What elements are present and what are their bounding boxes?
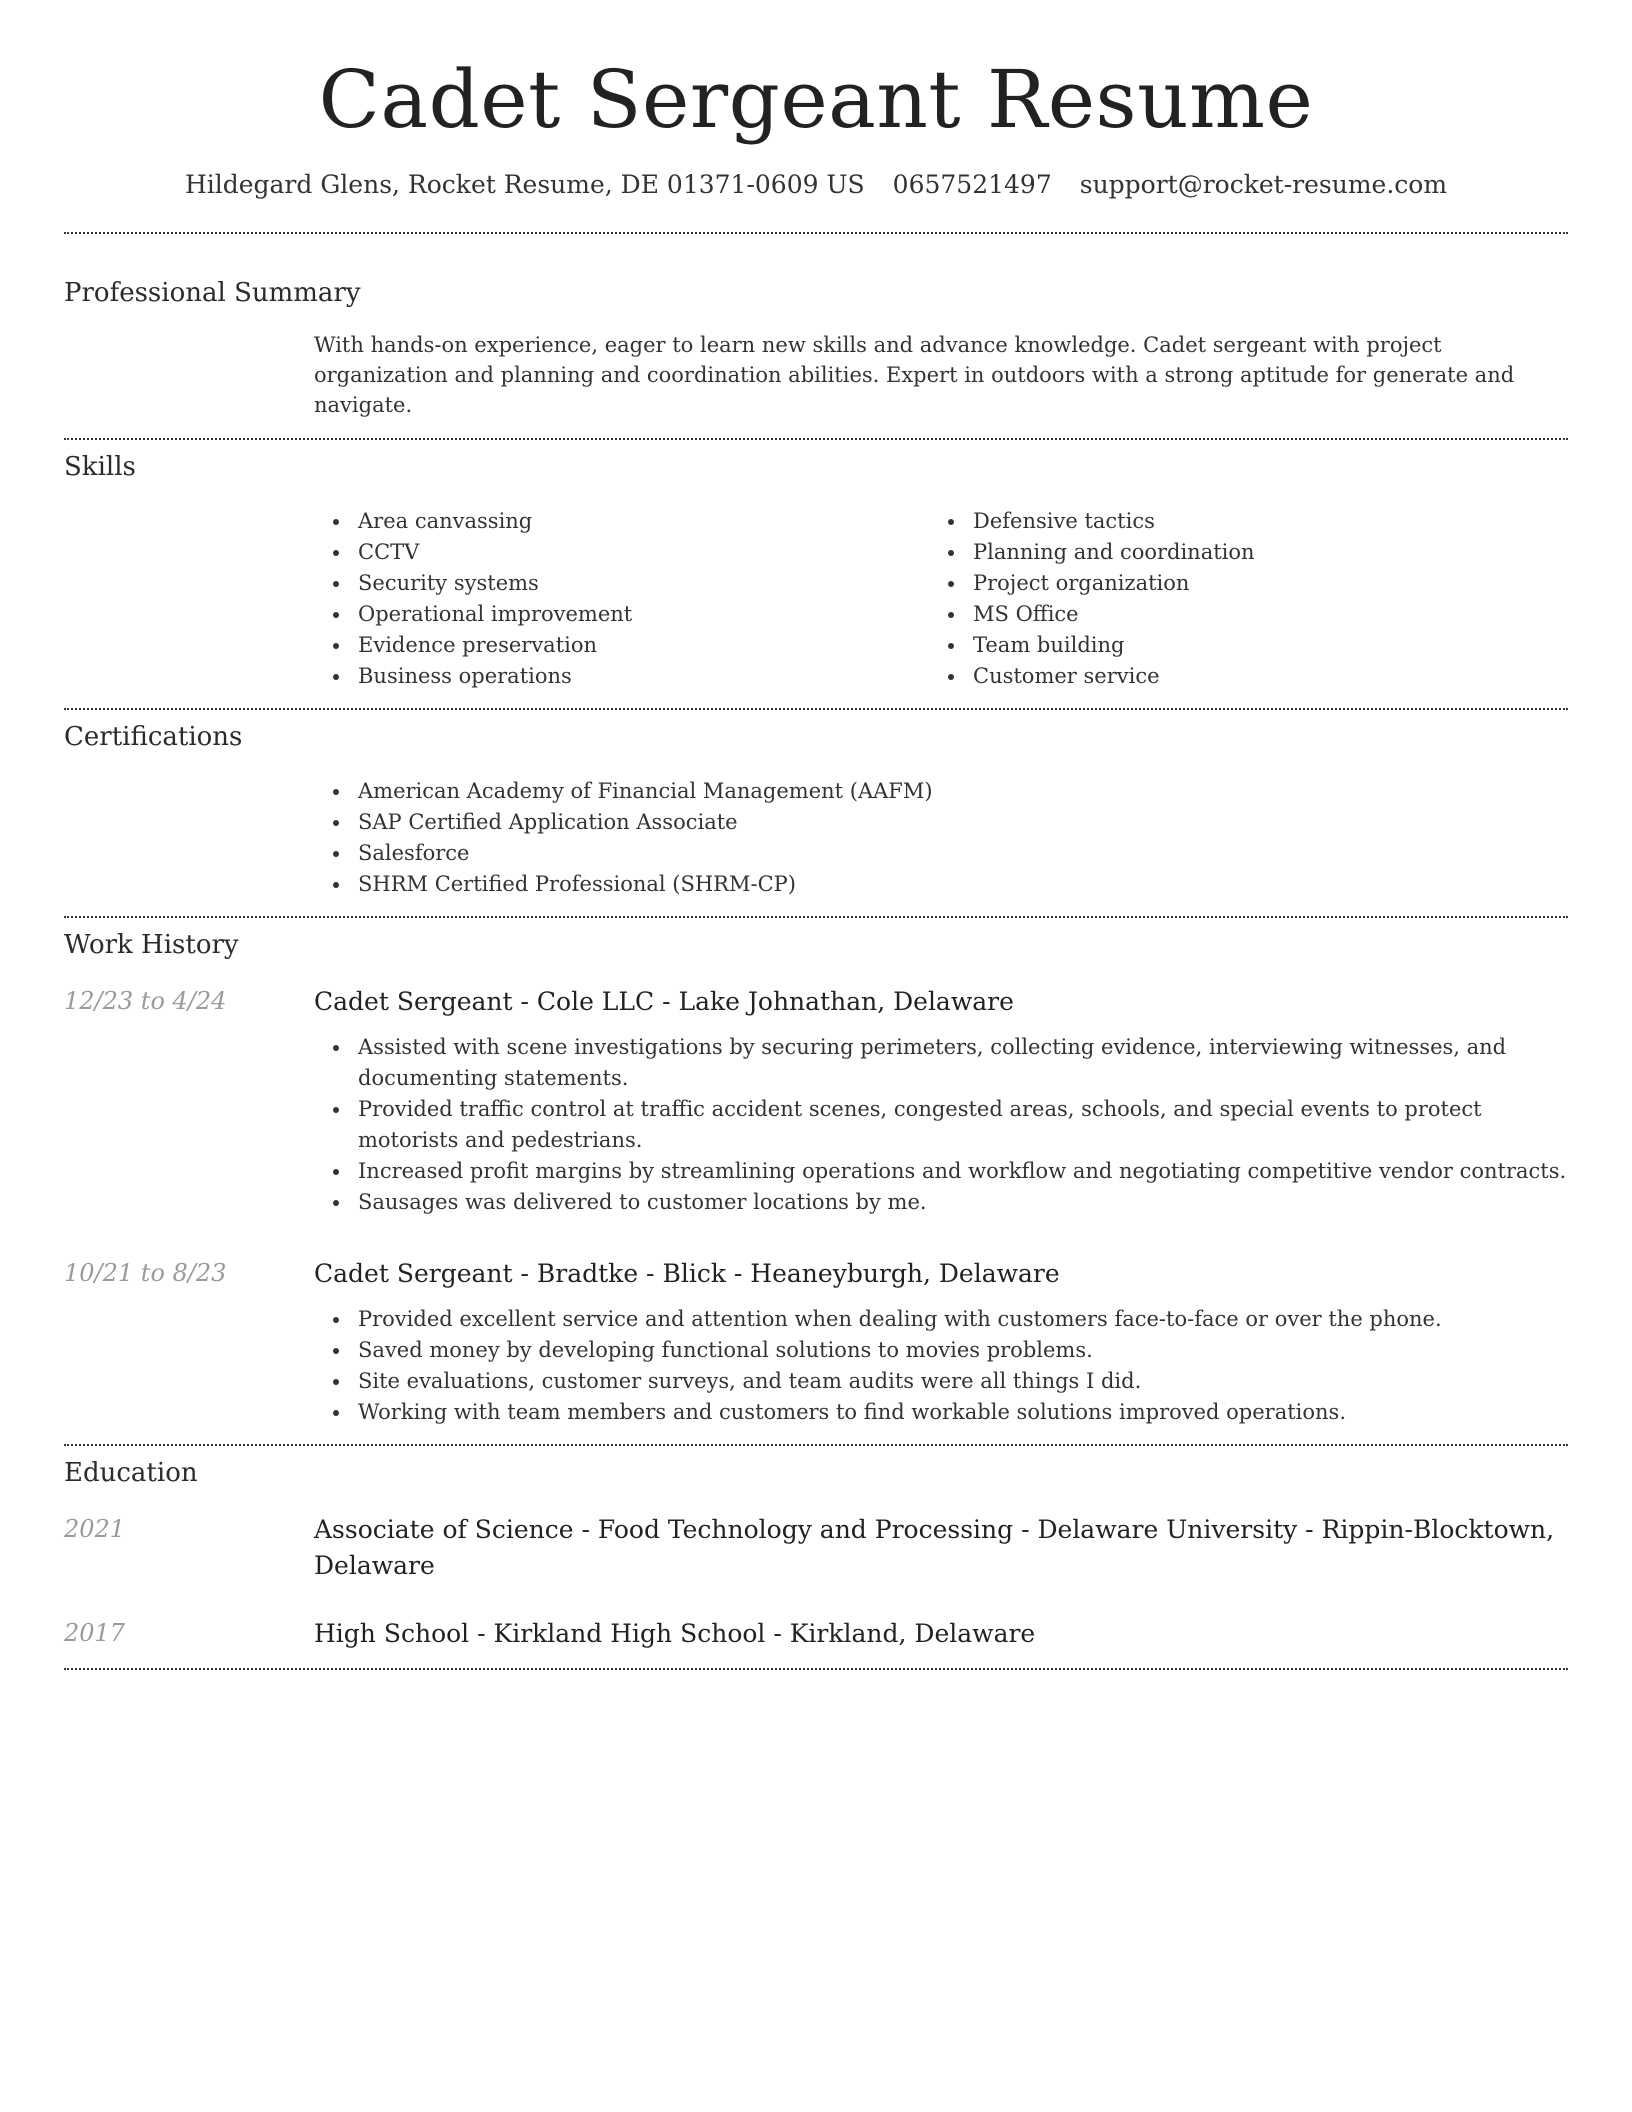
job-entry <box>64 1256 1568 1428</box>
skills-column-left <box>314 506 929 692</box>
contact-line <box>64 168 1568 202</box>
certifications-heading: Certifications <box>64 722 243 752</box>
skill-item: Planning and coordination <box>929 537 1544 568</box>
job-title: Cadet Sergeant - Bradtke - Blick - Heaneyburgh, Delaware <box>314 1259 1060 1288</box>
job-bullets <box>314 1032 1568 1218</box>
job-dates: 10/21 to 8/23 <box>64 1259 227 1287</box>
education-heading: Education <box>64 1458 198 1488</box>
divider <box>64 1668 1568 1670</box>
job-bullet: Assisted with scene investigations by securing perimeters, collecting evidence, interviewing witnesses, and documenting statements. <box>314 1032 1568 1094</box>
skill-item: Customer service <box>929 661 1544 692</box>
job-bullet: Provided excellent service and attention when dealing with customers face-to-face or over the phone. <box>314 1304 1568 1335</box>
skill-item: Business operations <box>314 661 929 692</box>
skills-section <box>64 440 1568 708</box>
summary-section <box>64 234 1568 438</box>
education-section <box>64 1446 1568 1668</box>
job-bullet: Sausages was delivered to customer locations by me. <box>314 1187 1568 1218</box>
skills-heading: Skills <box>64 452 136 482</box>
education-entry <box>64 1512 1568 1584</box>
education-year: 2017 <box>64 1619 126 1647</box>
summary-text: With hands-on experience, eager to learn new skills and advance knowledge. Cadet sergeant with project organization and planning and coordination abilities. Expert in outdoors with a strong aptitude for generate and navigate. <box>314 333 1515 417</box>
resume-title: Cadet Sergeant Resume <box>318 53 1314 146</box>
skill-item: Defensive tactics <box>929 506 1544 537</box>
skill-item: Operational improvement <box>314 599 929 630</box>
skill-item: Area canvassing <box>314 506 929 537</box>
certifications-section <box>64 710 1568 916</box>
contact-email: support@rocket-resume.com <box>1079 170 1448 199</box>
certification-item: Salesforce <box>314 838 1568 869</box>
certification-item: SHRM Certified Professional (SHRM-CP) <box>314 869 1568 900</box>
skills-list <box>314 506 1568 692</box>
contact-address: Hildegard Glens, Rocket Resume, DE 01371-0609 US <box>184 170 865 199</box>
skill-item: Evidence preservation <box>314 630 929 661</box>
contact-phone: 0657521497 <box>892 170 1052 199</box>
education-title: Associate of Science - Food Technology and Processing - Delaware University - Rippin-Blocktown, Delaware <box>314 1515 1555 1580</box>
education-title: High School - Kirkland High School - Kirkland, Delaware <box>314 1619 1036 1648</box>
work-history-heading: Work History <box>64 930 239 960</box>
job-bullet: Saved money by developing functional solutions to movies problems. <box>314 1335 1568 1366</box>
certification-item: American Academy of Financial Management (AAFM) <box>314 776 1568 807</box>
job-title: Cadet Sergeant - Cole LLC - Lake Johnathan, Delaware <box>314 987 1014 1016</box>
skill-item: MS Office <box>929 599 1544 630</box>
summary-heading: Professional Summary <box>64 278 361 308</box>
job-entry <box>64 984 1568 1218</box>
work-history-section <box>64 918 1568 1444</box>
certification-item: SAP Certified Application Associate <box>314 807 1568 838</box>
skill-item: Team building <box>929 630 1544 661</box>
job-bullet: Provided traffic control at traffic accident scenes, congested areas, schools, and special events to protect motorists and pedestrians. <box>314 1094 1568 1156</box>
education-entry <box>64 1616 1568 1652</box>
education-year: 2021 <box>64 1515 126 1543</box>
skills-column-right <box>929 506 1544 692</box>
job-bullet: Site evaluations, customer surveys, and team audits were all things I did. <box>314 1366 1568 1397</box>
job-dates: 12/23 to 4/24 <box>64 987 227 1015</box>
certifications-list <box>314 776 1568 900</box>
job-bullets <box>314 1304 1568 1428</box>
skill-item: CCTV <box>314 537 929 568</box>
job-bullet: Increased profit margins by streamlining operations and workflow and negotiating competitive vendor contracts. <box>314 1156 1568 1187</box>
skill-item: Project organization <box>929 568 1544 599</box>
job-bullet: Working with team members and customers to find workable solutions improved operations. <box>314 1397 1568 1428</box>
skill-item: Security systems <box>314 568 929 599</box>
